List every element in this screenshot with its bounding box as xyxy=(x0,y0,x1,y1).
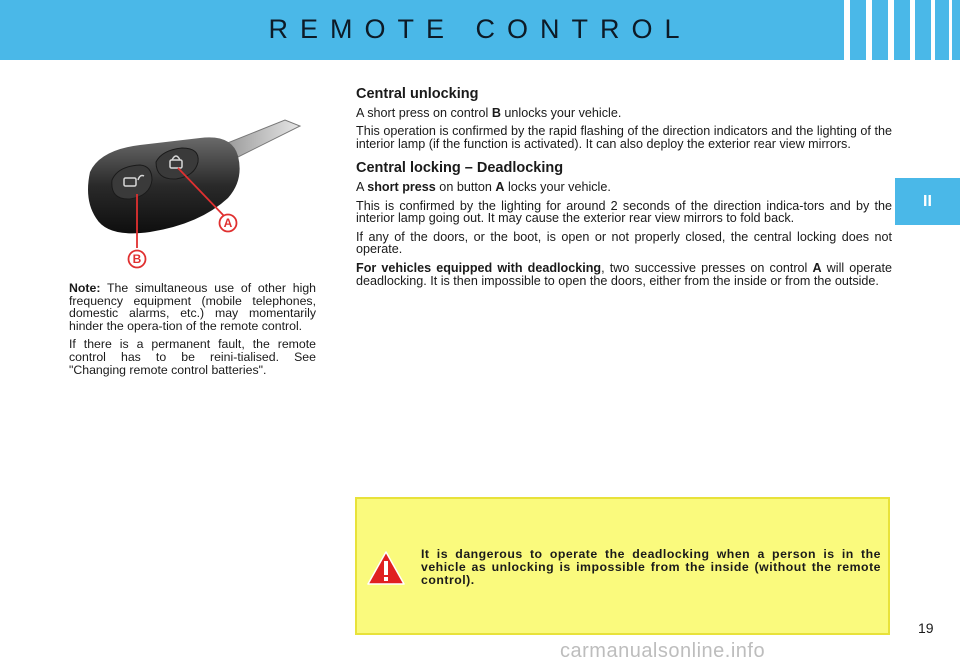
locking-paragraph-4: For vehicles equipped with deadlocking, two successive presses on control A will operate deadlocking. It is then impossible to open the doors, either from the inside or from the outside. xyxy=(356,260,893,288)
locking-paragraph-3: If any of the doors, or the boot, is open or not properly closed, the central locking does not operate. xyxy=(356,229,892,257)
page-header xyxy=(0,0,960,60)
remote-key-image xyxy=(60,110,320,280)
watermark: carmanualsonline.info xyxy=(560,640,766,662)
page-number: 19 xyxy=(918,620,934,636)
locking-heading: Central locking – Deadlocking xyxy=(356,160,564,177)
note-label: Note: xyxy=(69,281,101,295)
locking-paragraph-2: This is confirmed by the lighting for around 2 seconds of the direction indica-tors and by the interior lamp going out. It may cause the exterior rear view mirrors to fold back. xyxy=(356,198,892,226)
unlocking-paragraph-2: This operation is confirmed by the rapid flashing of the direction indicators and the lighting of the interior lamp (if the function is activated). It can also deploy the exterior rear view mirrors. xyxy=(356,124,892,151)
note-text: The simultaneous use of other high frequency equipment (mobile telephones, domestic alarms, etc.) may momentarily hinder the opera-tion of the remote control. xyxy=(69,281,316,333)
chapter-tab[interactable]: II xyxy=(895,178,960,225)
unlocking-paragraph-1: A short press on control B unlocks your vehicle. xyxy=(356,105,622,120)
main-content xyxy=(356,88,892,293)
warning-text: It is dangerous to operate the deadlocking when a person is in the vehicle as unlocking is impossible from the inside (without the remote control). xyxy=(421,547,881,587)
label-b: B xyxy=(132,252,142,266)
unlocking-heading: Central unlocking xyxy=(356,86,479,102)
key-fob-body xyxy=(88,137,240,233)
locking-paragraph-1: A short press on button A locks your vehicle. xyxy=(356,179,611,194)
label-a: A xyxy=(223,216,233,230)
note-section xyxy=(69,282,316,382)
fault-paragraph: If there is a permanent fault, the remote control has to be reini-tialised. See "Changing remote control batteries". xyxy=(69,337,316,377)
note-paragraph xyxy=(69,282,316,332)
page-title: REMOTE CONTROL xyxy=(268,14,692,44)
warning-icon xyxy=(366,550,406,586)
